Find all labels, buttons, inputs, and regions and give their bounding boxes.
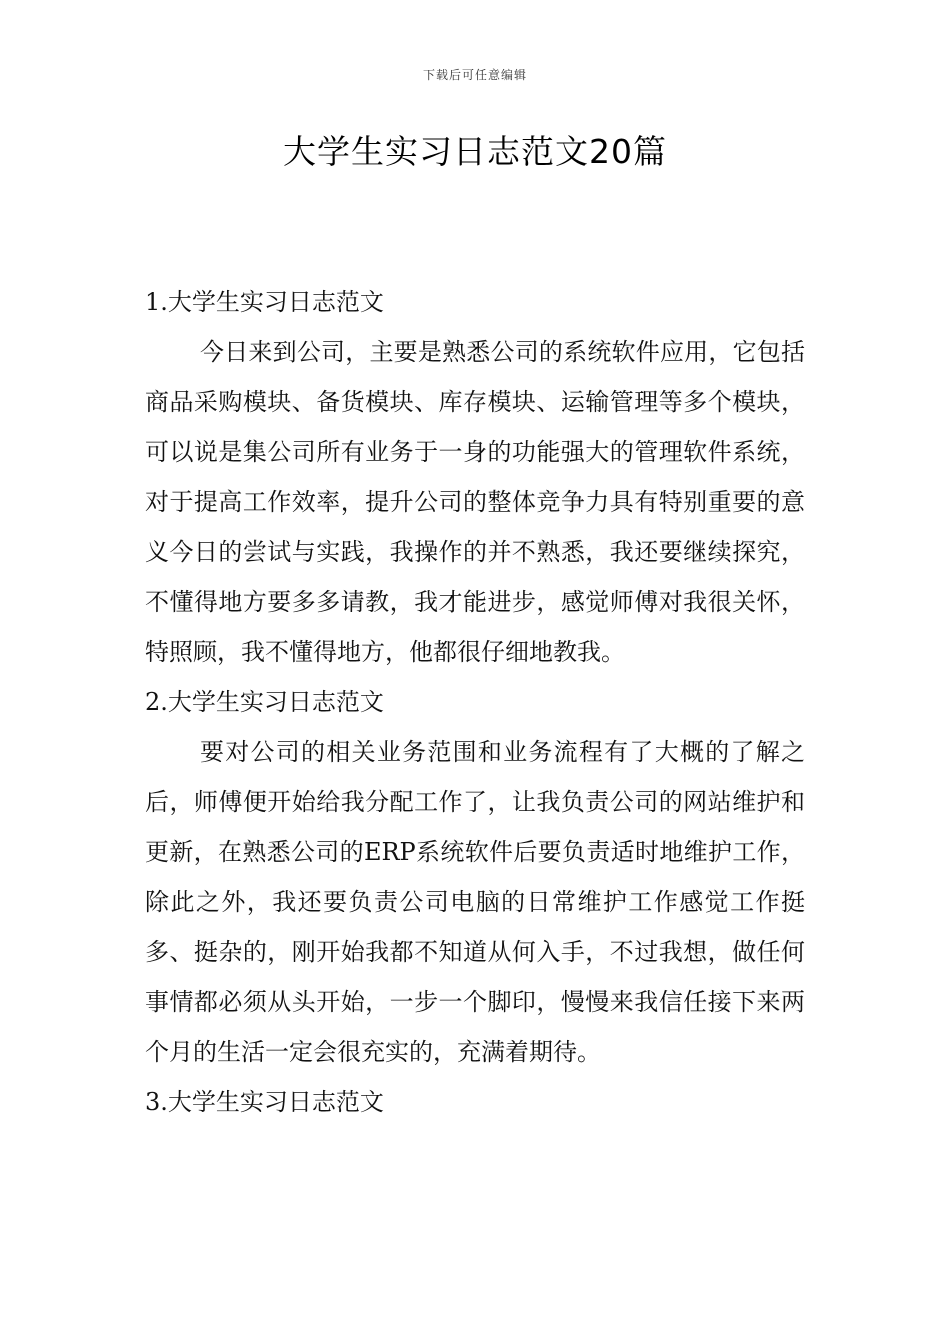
header-note: 下载后可任意编辑 (422, 68, 527, 82)
section-heading-2: 2.大学生实习日志范文 (145, 688, 384, 716)
document-title: 大学生实习日志范文20篇 (283, 132, 667, 171)
section-heading-1: 1.大学生实习日志范文 (145, 288, 384, 316)
section-heading-3: 3.大学生实习日志范文 (145, 1088, 384, 1116)
section-paragraph-1: 今日来到公司，主要是熟悉公司的系统软件应用，它包括商品采购模块、备货模块、库存模块、运输管理等多个模块，可以说是集公司所有业务于一身的功能强大的管理软件系统，对于提高工作效率，提升公司的整体竞争力具有特别重要的意义今日的尝试与实践，我操作的并不熟悉，我还要继续探究，不懂得地方要多多请教，我才能进步，感觉师傅对我很关怀，特照顾，我不懂得地方，他都很仔细地教我。 (145, 338, 805, 666)
document-body (145, 277, 805, 1127)
section-paragraph-2: 要对公司的相关业务范围和业务流程有了大概的了解之后，师傅便开始给我分配工作了，让我负责公司的网站维护和更新，在熟悉公司的ERP系统软件后要负责适时地维护工作，除此之外，我还要负责公司电脑的日常维护工作感觉工作挺多、挺杂的，刚开始我都不知道从何入手，不过我想，做任何事情都必须从头开始，一步一个脚印，慢慢来我信任接下来两个月的生活一定会很充实的，充满着期待。 (145, 738, 805, 1066)
